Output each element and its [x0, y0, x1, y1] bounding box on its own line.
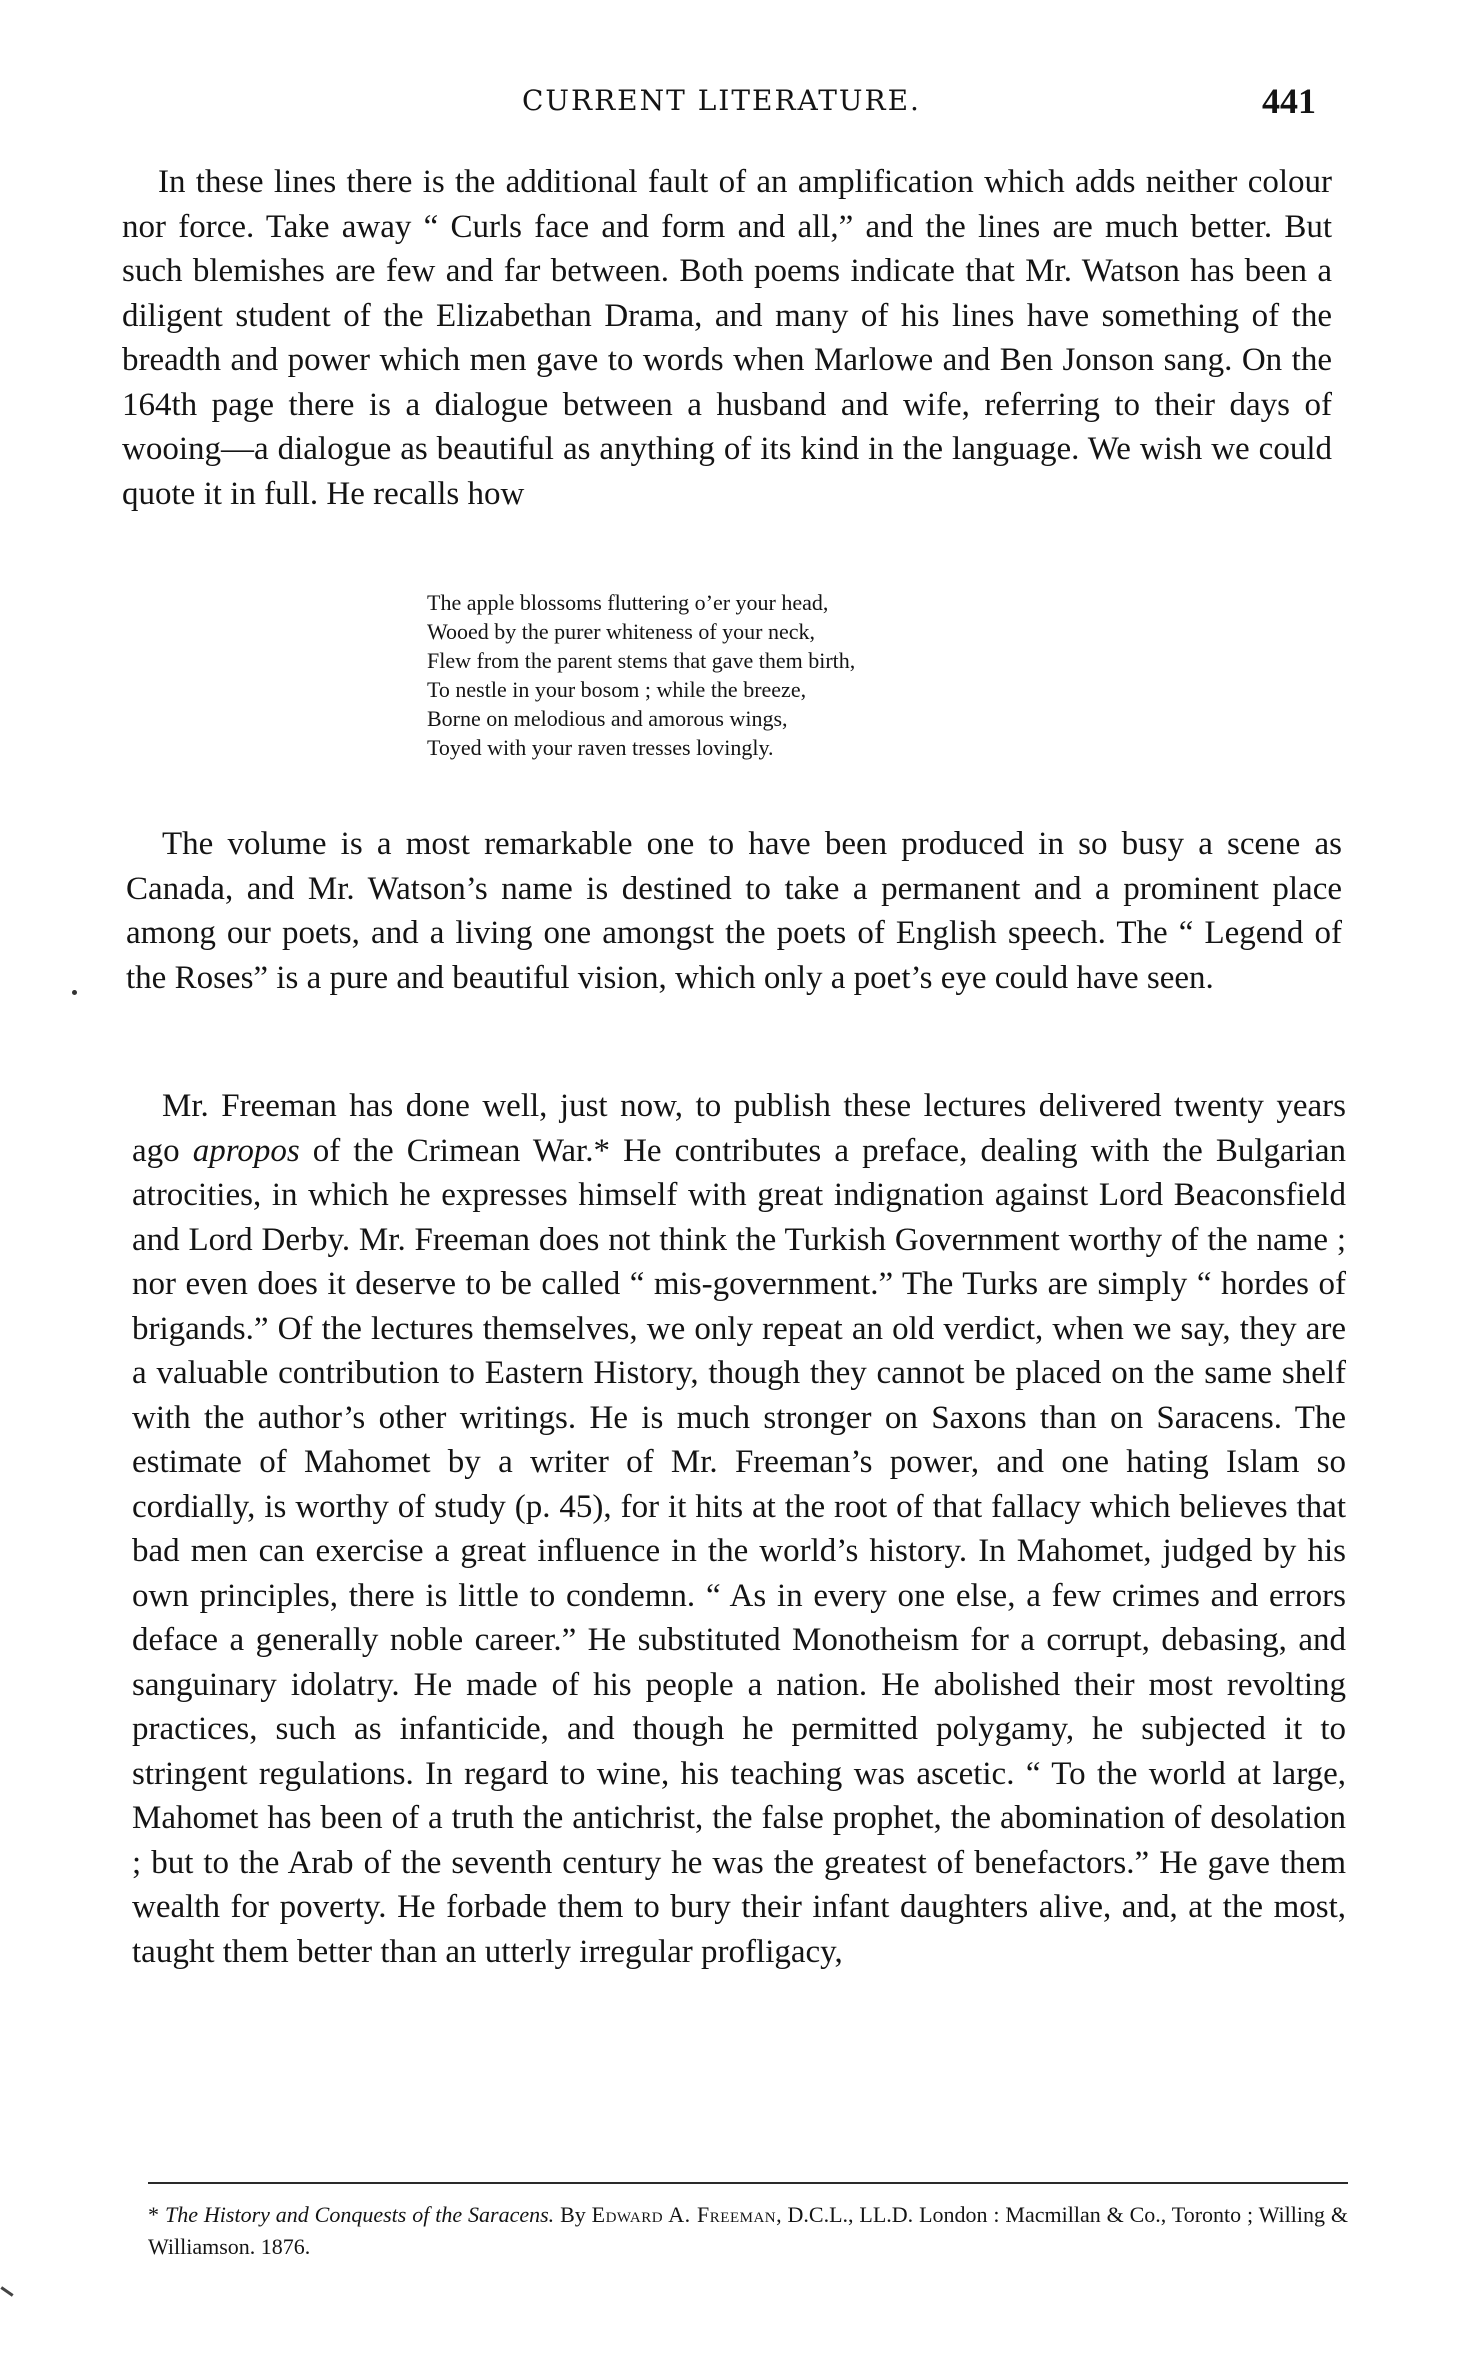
paragraph-1: In these lines there is the additional fault of an amplification which adds neither colour nor force. Take away “ Curls face and form and all,” and the lines are much better. But such blemishes are few and far between. Both poems indicate that Mr. Watson has been a diligent student of the Elizabethan Drama, and many of his lines have something of the breadth and power which men gave to words when Marlowe and Ben Jonson sang. On the 164th page there is a dialogue between a husband and wife, referring to their days of wooing—a dialogue as beautiful as anything of its kind in the language. We wish we could quote it in full. He recalls how [122, 164, 1332, 512]
footnote [148, 2199, 1348, 2263]
footnote-rule [148, 2182, 1348, 2184]
poem-line: Wooed by the purer whiteness of your neck, [427, 619, 816, 644]
poem-line: The apple blossoms fluttering o’er your head, [427, 590, 829, 615]
poem-line: Toyed with your raven tresses lovingly. [427, 735, 774, 760]
paragraph-3-italic: apropos [192, 1132, 300, 1169]
poem-line: Borne on melodious and amorous wings, [427, 706, 788, 731]
scan-corner-mark [0, 2286, 13, 2296]
print-speck [72, 990, 77, 995]
paragraph-3 [132, 1084, 1346, 1974]
footnote-rest: , D.C.L., LL.D. London : Macmillan & Co., Toronto ; Willing & Williamson. 1876. [148, 2202, 1348, 2259]
footnote-book-title: The History and Conquests of the Saracens. [165, 2202, 555, 2227]
footnote-by: By [554, 2202, 592, 2227]
paragraph-3-text-b: of the Crimean War.* He contributes a preface, dealing with the Bulgarian atrocities, in which he expresses himself with great indignation against Lord Beaconsfield and Lord Derby. Mr. Freeman does not think the Turkish Government worthy of the name ; nor even does it deserve to be called “ mis-government.” The Turks are simply “ hordes of brigands.” Of the lectures themselves, we only repeat an old verdict, when we say, they are a valuable contribution to Eastern History, though they cannot be placed on the same shelf with the author’s other writings. He is much stronger on Saxons than on Saracens. The estimate of Mahomet by a writer of Mr. Freeman’s power, and one hating Islam so cordially, is worthy of study (p. 45), for it hits at the root of that fallacy which believes that bad men can exercise a great influence in the world’s history. In Mahomet, judged by his own principles, there is little to condemn. “ As in every one else, a few crimes and errors deface a generally noble career.” He substituted Monotheism for a corrupt, debasing, and sanguinary idolatry. He made of his people a nation. He abolished their most revolting practices, such as infanticide, and though he permitted polygamy, he subjected it to stringent regulations. In regard to wine, his teaching was ascetic. “ To the world at large, Mahomet has been of a truth the antichrist, the false prophet, the abomination of desolation ; but to the Arab of the seventh century he was the greatest of benefactors.” He gave them wealth for poverty. He forbade them to bury their infant daughters alive, and, at the most, taught them better than an utterly irregular profligacy, [132, 1132, 1346, 1970]
footnote-mark: * [148, 2202, 159, 2227]
page-number: 441 [1262, 81, 1316, 121]
poem-line: To nestle in your bosom ; while the breeze, [427, 677, 807, 702]
running-title: CURRENT LITERATURE. [522, 84, 921, 117]
paragraph-2: The volume is a most remarkable one to have been produced in so busy a scene as Canada, and Mr. Watson’s name is destined to take a permanent and a prominent place among our poets, and a living one amongst the poets of English speech. The “ Legend of the Roses” is a pure and beautiful vision, which only a poet’s eye could have seen. [126, 826, 1342, 996]
poem-line: Flew from the parent stems that gave them birth, [427, 648, 856, 673]
paragraph-3-text-a: Mr. Freeman has done well, just now, to publish these lectures delivered twenty years ago [132, 1088, 1346, 1169]
poem-quotation [427, 588, 1127, 762]
footnote-author: Edward A. Freeman [591, 2202, 777, 2227]
running-head [0, 80, 1470, 124]
